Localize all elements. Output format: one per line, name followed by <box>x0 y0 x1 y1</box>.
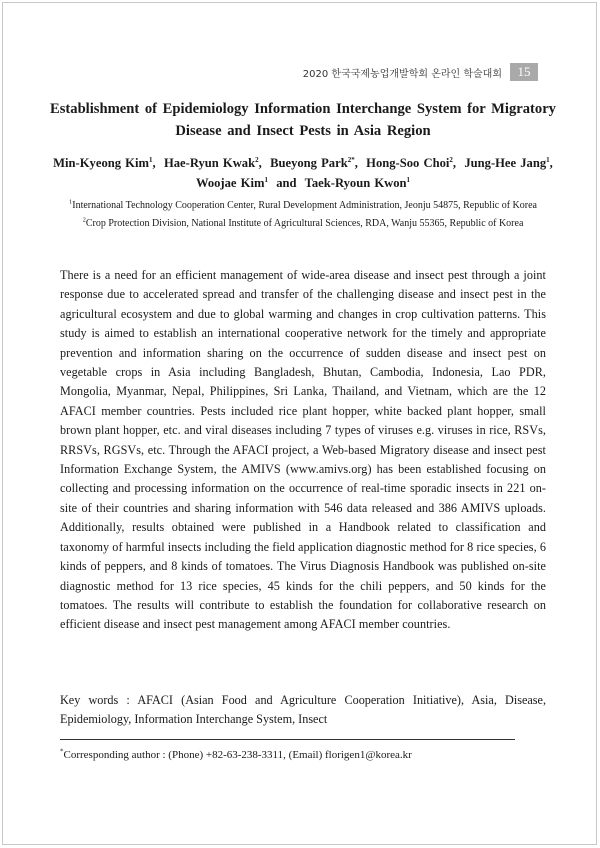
author-name: Taek-Ryoun Kwon <box>304 176 407 190</box>
author-sup: 1 <box>264 175 268 184</box>
author-sup: 1 <box>546 155 550 164</box>
affiliation <box>43 215 563 233</box>
author-line: Woojae Kim$^1$ and Taek-Ryoun Kwon$^1$ <box>195 175 411 190</box>
author-sup: 2 <box>255 155 259 164</box>
author-sup: 2* <box>347 155 355 164</box>
footnote-text: Corresponding author : (Phone) +82-63-238-3311, (Email) florigen1@korea.kr <box>63 749 412 761</box>
author-line: Min-Kyeong Kim$^1$, Hae-Ryun Kwak$^2$, Bueyong Park$^{2*}$, Hong-Soo Choi$^2$, Jung-Hee Jang$^1$, <box>53 155 553 170</box>
author-name: Bueyong Park <box>270 156 348 170</box>
corresponding-author-footnote <box>60 748 546 762</box>
running-header <box>303 63 538 81</box>
title-line: Establishment of Epidemiology Information Interchange System for Migratory <box>50 101 556 117</box>
title-line: Disease and Insect Pests in Asia Region <box>175 123 431 139</box>
page-number: 15 <box>510 63 538 81</box>
author-sup: 1 <box>406 175 411 184</box>
affiliation-sup: 1 <box>69 198 73 206</box>
author-name: Min-Kyeong Kim <box>53 156 149 170</box>
author-list <box>43 153 563 193</box>
author-name: Woojae Kim <box>195 176 265 190</box>
author-sup: 2 <box>449 155 453 164</box>
keywords: Key words : AFACI (Asian Food and Agriculture Cooperation Initiative), Asia, Disease, Epidemiology, Information Interchange System, Insect <box>60 693 546 726</box>
document-page <box>2 2 597 845</box>
footnote-marker: * <box>60 747 64 756</box>
affiliation-sup: 2 <box>82 216 86 224</box>
author-name: Hong-Soo Choi <box>366 156 450 170</box>
paper-title <box>43 98 563 142</box>
footnote-divider <box>60 739 515 740</box>
abstract: There is a need for an efficient management of wide-area disease and insect pest through a joint response due to accelerated spread and transfer of the challenging disease and insect pest in the agricultural ecosystem and due to global warming and changes in crop cultivation patterns. This study is aimed to establish an international cooperative network for the timely and appropriate prevention and information sharing on the occurrence of sudden disease and insect pest on vegetable crops in Asia including Bangladesh, Bhutan, Cambodia, Indonesia, Lao PDR, Mongolia, Myanmar, Nepal, Philippines, Sri Lanka, Thailand, and Vietnam, which are the 12 AFACI member countries. Pests included rice plant hopper, white backed plant hopper, small brown plant hopper, etc. and viral diseases including 7 types of viruses e.g. viruses in rice, RSVs, RRSVs, RGSVs, etc. Through the AFACI project, a Web-based Migratory disease and insect pest Information Exchange System, the AMIVS (www.amivs.org) has been established focusing on collecting and processing information on the occurrence of real-time sporadic insects in 221 on-site of their countries and sharing information with 546 data released and 386 AMIVS uploads. Additionally, results obtained were published in a Handbook related to classification and taxonomy of harmful insects including the field application diagnostic method for 8 rice species, 6 kinds of peppers, and 8 kinds of tomatoes. The Virus Diagnosis Handbook was published on-site diagnostic method for 13 rice species, 45 kinds for the chili peppers, and 50 kinds for the tomatoes. The results will contribute to establish the foundation for collaborative research on efficient disease and insect pest management among AFACI member countries. <box>60 268 546 632</box>
author-name: Hae-Ryun Kwak <box>163 156 256 170</box>
conference-name: 2020 한국국제농업개발학회 온라인 학술대회 <box>302 68 502 80</box>
affiliation <box>43 197 563 215</box>
author-name: Jung-Hee Jang <box>464 156 547 170</box>
affiliation-text: International Technology Cooperation Center, Rural Development Administration, Jeonju 54875, Republic of Korea <box>72 200 537 211</box>
affiliation-list <box>43 197 563 233</box>
affiliation-text: Crop Protection Division, National Institute of Agricultural Sciences, RDA, Wanju 55365, Republic of Korea <box>85 218 524 229</box>
author-sup: 1 <box>148 155 153 164</box>
